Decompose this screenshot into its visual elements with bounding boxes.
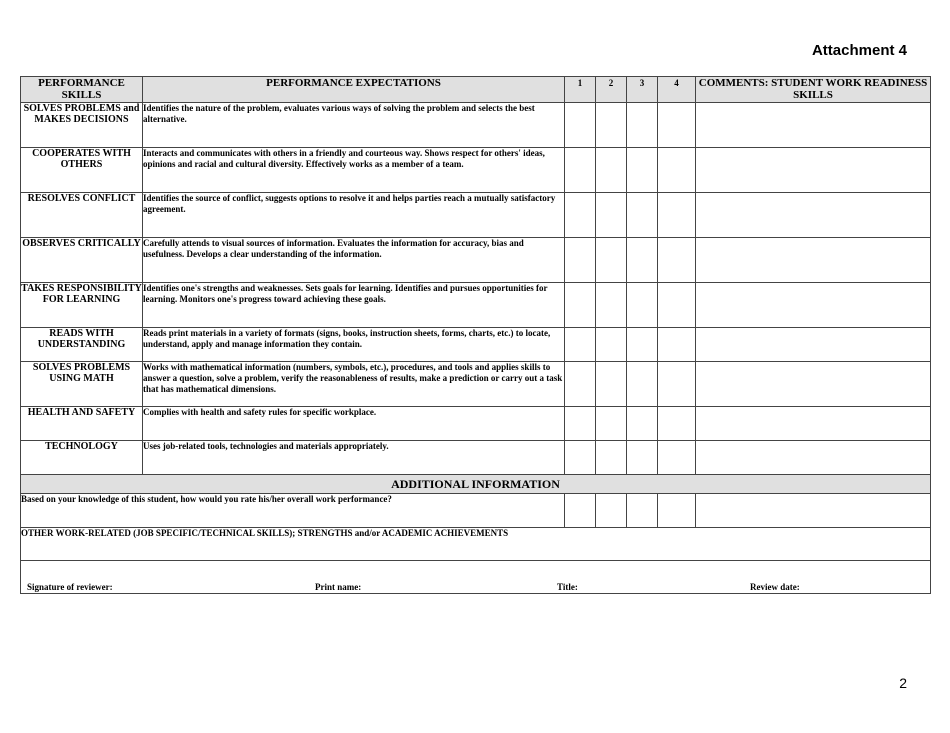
table-row bbox=[21, 362, 931, 407]
comments-cell[interactable] bbox=[696, 328, 931, 362]
rating-4-cell[interactable] bbox=[658, 407, 696, 441]
comments-cell[interactable] bbox=[696, 148, 931, 193]
expectation-cell: Identifies the nature of the problem, evaluates various ways of solving the problem and selects the best alternative. bbox=[143, 103, 565, 148]
overall-rating-3-cell[interactable] bbox=[627, 494, 658, 528]
skill-cell: SOLVES PROBLEMS USING MATH bbox=[21, 362, 143, 407]
comments-cell[interactable] bbox=[696, 193, 931, 238]
rating-4-cell[interactable] bbox=[658, 328, 696, 362]
rating-1-cell[interactable] bbox=[565, 148, 596, 193]
attachment-label: Attachment 4 bbox=[811, 42, 907, 59]
header-rating-1: 1 bbox=[565, 77, 596, 103]
review-date-label[interactable]: Review date: bbox=[750, 582, 800, 592]
title-label[interactable]: Title: bbox=[557, 582, 578, 592]
overall-rating-row bbox=[21, 494, 931, 528]
expectation-cell: Identifies the source of conflict, suggests options to resolve it and helps parties reach a mutually satisfactory agreement. bbox=[143, 193, 565, 238]
additional-info-row bbox=[21, 475, 931, 494]
rating-4-cell[interactable] bbox=[658, 148, 696, 193]
overall-rating-1-cell[interactable] bbox=[565, 494, 596, 528]
header-skills: PERFORMANCE SKILLS bbox=[21, 77, 143, 103]
expectation-cell: Reads print materials in a variety of formats (signs, books, instruction sheets, forms, charts, etc.) to locate, understand, apply and manage information they contain. bbox=[143, 328, 565, 362]
rating-2-cell[interactable] bbox=[596, 407, 627, 441]
skill-cell: SOLVES PROBLEMS and MAKES DECISIONS bbox=[21, 103, 143, 148]
overall-rating-4-cell[interactable] bbox=[658, 494, 696, 528]
rating-2-cell[interactable] bbox=[596, 238, 627, 283]
header-row bbox=[21, 77, 931, 103]
rating-3-cell[interactable] bbox=[627, 407, 658, 441]
header-expectations: PERFORMANCE EXPECTATIONS bbox=[143, 77, 565, 103]
expectation-cell: Interacts and communicates with others in a friendly and courteous way. Shows respect for others' ideas, opinions and racial and cultural diversity. Effectively works as a member of a team. bbox=[143, 148, 565, 193]
overall-rating-question: Based on your knowledge of this student, how would you rate his/her overall work performance? bbox=[21, 494, 565, 528]
table-row bbox=[21, 328, 931, 362]
rating-1-cell[interactable] bbox=[565, 193, 596, 238]
comments-cell[interactable] bbox=[696, 238, 931, 283]
rating-2-cell[interactable] bbox=[596, 193, 627, 238]
rating-2-cell[interactable] bbox=[596, 328, 627, 362]
performance-evaluation-table bbox=[20, 76, 931, 594]
table-row bbox=[21, 407, 931, 441]
rating-1-cell[interactable] bbox=[565, 238, 596, 283]
rating-3-cell[interactable] bbox=[627, 283, 658, 328]
table-row bbox=[21, 238, 931, 283]
header-comments: COMMENTS: STUDENT WORK READINESS SKILLS bbox=[696, 77, 931, 103]
rating-3-cell[interactable] bbox=[627, 441, 658, 475]
rating-4-cell[interactable] bbox=[658, 441, 696, 475]
rating-3-cell[interactable] bbox=[627, 148, 658, 193]
skill-cell: READS WITH UNDERSTANDING bbox=[21, 328, 143, 362]
signature-row bbox=[21, 561, 931, 594]
rating-2-cell[interactable] bbox=[596, 148, 627, 193]
rating-4-cell[interactable] bbox=[658, 238, 696, 283]
skill-cell: RESOLVES CONFLICT bbox=[21, 193, 143, 238]
page-number: 2 bbox=[899, 675, 907, 691]
other-work-related-row bbox=[21, 528, 931, 561]
rating-1-cell[interactable] bbox=[565, 441, 596, 475]
table-row bbox=[21, 148, 931, 193]
skill-cell: COOPERATES WITH OTHERS bbox=[21, 148, 143, 193]
other-work-related-label[interactable]: OTHER WORK-RELATED (JOB SPECIFIC/TECHNICAL SKILLS); STRENGTHS and/or ACADEMIC ACHIEVEMENTS bbox=[21, 528, 931, 561]
skill-cell: TECHNOLOGY bbox=[21, 441, 143, 475]
rating-3-cell[interactable] bbox=[627, 328, 658, 362]
header-rating-3: 3 bbox=[627, 77, 658, 103]
table-row bbox=[21, 283, 931, 328]
rating-4-cell[interactable] bbox=[658, 193, 696, 238]
print-name-label[interactable]: Print name: bbox=[315, 582, 362, 592]
rating-3-cell[interactable] bbox=[627, 362, 658, 407]
skill-cell: OBSERVES CRITICALLY bbox=[21, 238, 143, 283]
expectation-cell: Identifies one's strengths and weaknesses. Sets goals for learning. Identifies and pursues opportunities for learning. Monitors one's progress toward achieving these goals. bbox=[143, 283, 565, 328]
table-row bbox=[21, 441, 931, 475]
comments-cell[interactable] bbox=[696, 362, 931, 407]
rating-3-cell[interactable] bbox=[627, 103, 658, 148]
table-row bbox=[21, 193, 931, 238]
rating-4-cell[interactable] bbox=[658, 103, 696, 148]
expectation-cell: Uses job-related tools, technologies and materials appropriately. bbox=[143, 441, 565, 475]
rating-2-cell[interactable] bbox=[596, 441, 627, 475]
comments-cell[interactable] bbox=[696, 441, 931, 475]
expectation-cell: Complies with health and safety rules for specific workplace. bbox=[143, 407, 565, 441]
rating-2-cell[interactable] bbox=[596, 283, 627, 328]
skill-cell: TAKES RESPONSIBILITY FOR LEARNING bbox=[21, 283, 143, 328]
rating-1-cell[interactable] bbox=[565, 407, 596, 441]
rating-3-cell[interactable] bbox=[627, 193, 658, 238]
signature-reviewer-label[interactable]: Signature of reviewer: bbox=[27, 582, 113, 592]
additional-info-title: ADDITIONAL INFORMATION bbox=[21, 475, 931, 494]
rating-4-cell[interactable] bbox=[658, 362, 696, 407]
rating-3-cell[interactable] bbox=[627, 238, 658, 283]
comments-cell[interactable] bbox=[696, 283, 931, 328]
rating-1-cell[interactable] bbox=[565, 283, 596, 328]
rating-4-cell[interactable] bbox=[658, 283, 696, 328]
comments-cell[interactable] bbox=[696, 407, 931, 441]
rating-1-cell[interactable] bbox=[565, 328, 596, 362]
rating-1-cell[interactable] bbox=[565, 362, 596, 407]
skill-cell: HEALTH AND SAFETY bbox=[21, 407, 143, 441]
overall-rating-2-cell[interactable] bbox=[596, 494, 627, 528]
rating-2-cell[interactable] bbox=[596, 103, 627, 148]
expectation-cell: Works with mathematical information (numbers, symbols, etc.), procedures, and tools and applies skills to answer a question, solve a problem, verify the reasonableness of results, make a prediction or carry out a task that has mathematical dimensions. bbox=[143, 362, 565, 407]
rating-1-cell[interactable] bbox=[565, 103, 596, 148]
comments-cell[interactable] bbox=[696, 103, 931, 148]
header-rating-4: 4 bbox=[658, 77, 696, 103]
overall-comments-cell[interactable] bbox=[696, 494, 931, 528]
table-row bbox=[21, 103, 931, 148]
header-rating-2: 2 bbox=[596, 77, 627, 103]
rating-2-cell[interactable] bbox=[596, 362, 627, 407]
expectation-cell: Carefully attends to visual sources of information. Evaluates the information for accuracy, bias and usefulness. Develops a clear understanding of the information. bbox=[143, 238, 565, 283]
